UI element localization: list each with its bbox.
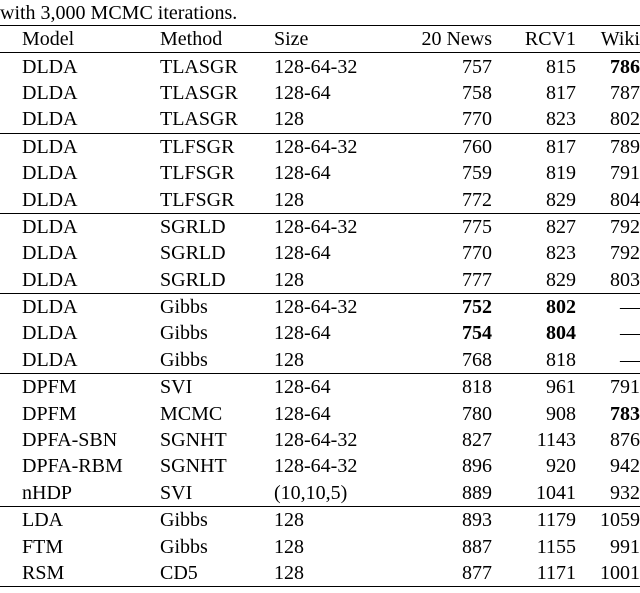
cell-20news: 893 xyxy=(462,509,492,532)
cell-size: 128-64 xyxy=(274,162,331,185)
cell-size: 128 xyxy=(274,509,304,532)
cell-method: Gibbs xyxy=(160,509,208,532)
cell-wiki: — xyxy=(620,322,640,345)
cell-size: 128-64-32 xyxy=(274,55,358,78)
cell-method: TLASGR xyxy=(160,108,238,131)
cell-wiki: 786 xyxy=(610,55,640,78)
table-row xyxy=(0,53,640,80)
table-row xyxy=(0,240,640,266)
cell-size: 128 xyxy=(274,348,304,371)
cell-size: 128-64-32 xyxy=(274,429,358,452)
table-row xyxy=(0,293,640,320)
cell-method: TLFSGR xyxy=(160,162,235,185)
cell-wiki: — xyxy=(620,296,640,319)
table-row xyxy=(0,480,640,507)
cell-20news: 760 xyxy=(462,135,492,158)
cell-20news: 752 xyxy=(462,296,492,319)
cell-rcv1: 829 xyxy=(546,188,576,211)
table-row xyxy=(0,213,640,240)
cell-method: SGNHT xyxy=(160,429,227,452)
header-model: Model xyxy=(22,28,75,51)
cell-method: Gibbs xyxy=(160,322,208,345)
cell-wiki: 803 xyxy=(610,268,640,291)
cell-model: nHDP xyxy=(22,481,73,504)
cell-wiki: 792 xyxy=(610,215,640,238)
cell-wiki: 791 xyxy=(610,162,640,185)
cell-size: 128 xyxy=(274,268,304,291)
cell-size: (10,10,5) xyxy=(274,481,348,504)
cell-model: DPFM xyxy=(22,402,77,425)
cell-model: RSM xyxy=(22,562,65,584)
table-body xyxy=(0,53,640,587)
cell-wiki: 942 xyxy=(610,455,640,478)
cell-size: 128-64 xyxy=(274,376,331,399)
cell-model: DLDA xyxy=(22,348,78,371)
cell-20news: 896 xyxy=(462,455,492,478)
cell-20news: 818 xyxy=(462,376,492,399)
cell-20news: 768 xyxy=(462,348,492,371)
cell-method: TLASGR xyxy=(160,81,238,104)
cell-model: DLDA xyxy=(22,296,78,319)
cell-size: 128-64 xyxy=(274,242,331,265)
cell-model: DLDA xyxy=(22,188,78,211)
cell-size: 128 xyxy=(274,535,304,558)
cell-size: 128-64-32 xyxy=(274,455,358,478)
cell-20news: 780 xyxy=(462,402,492,425)
cell-rcv1: 1179 xyxy=(536,509,576,532)
cell-20news: 770 xyxy=(462,108,492,131)
cell-20news: 770 xyxy=(462,242,492,265)
header-rcv1: RCV1 xyxy=(524,28,576,51)
cell-model: DLDA xyxy=(22,81,78,104)
cell-20news: 887 xyxy=(462,535,492,558)
table-row xyxy=(0,160,640,186)
cell-size: 128-64-32 xyxy=(274,215,358,238)
cell-wiki: 789 xyxy=(610,135,640,158)
cell-wiki: 783 xyxy=(610,402,640,425)
cell-wiki: 791 xyxy=(610,376,640,399)
cell-model: FTM xyxy=(22,535,64,558)
cell-method: TLASGR xyxy=(160,55,238,78)
cell-rcv1: 819 xyxy=(546,162,576,185)
cell-rcv1: 1041 xyxy=(536,481,576,504)
cell-rcv1: 1143 xyxy=(536,429,576,452)
cell-size: 128-64-32 xyxy=(274,296,358,319)
cell-model: DPFM xyxy=(22,376,77,399)
table-row xyxy=(0,80,640,106)
table-row xyxy=(0,533,640,559)
cell-20news: 757 xyxy=(462,55,492,78)
cell-rcv1: 961 xyxy=(546,376,576,399)
cell-wiki: — xyxy=(620,348,640,371)
cell-size: 128 xyxy=(274,188,304,211)
cell-20news: 758 xyxy=(462,81,492,104)
cell-rcv1: 817 xyxy=(546,135,576,158)
table-row xyxy=(0,320,640,346)
table-row xyxy=(0,133,640,160)
cell-20news: 889 xyxy=(462,481,492,504)
table-row xyxy=(0,186,640,213)
cell-model: DLDA xyxy=(22,108,78,131)
cell-size: 128 xyxy=(274,108,304,131)
header-size: Size xyxy=(274,28,309,51)
table-row xyxy=(0,507,640,534)
cell-20news: 777 xyxy=(462,268,492,291)
cell-method: Gibbs xyxy=(160,535,208,558)
cell-20news: 754 xyxy=(462,322,492,345)
cell-method: SGRLD xyxy=(160,242,226,265)
cell-size: 128-64 xyxy=(274,402,331,425)
table-row xyxy=(0,374,640,401)
cell-size: 128-64 xyxy=(274,322,331,345)
table-row xyxy=(0,400,640,426)
table-row xyxy=(0,347,640,374)
cell-wiki: 932 xyxy=(610,481,640,504)
cell-size: 128-64 xyxy=(274,81,331,104)
cell-method: Gibbs xyxy=(160,296,208,319)
cell-model: DPFA-SBN xyxy=(22,429,118,452)
cell-rcv1: 823 xyxy=(546,108,576,131)
cell-rcv1: 1171 xyxy=(536,562,576,584)
cell-method: SVI xyxy=(160,376,193,399)
cell-rcv1: 920 xyxy=(546,455,576,478)
cell-method: SGRLD xyxy=(160,268,226,291)
cell-rcv1: 827 xyxy=(546,215,576,238)
cell-wiki: 792 xyxy=(610,242,640,265)
cell-method: SGRLD xyxy=(160,215,226,238)
cell-20news: 877 xyxy=(462,562,492,584)
cell-wiki: 1059 xyxy=(600,509,640,532)
cell-rcv1: 818 xyxy=(546,348,576,371)
cell-method: TLFSGR xyxy=(160,135,235,158)
cell-size: 128 xyxy=(274,562,304,584)
cell-20news: 775 xyxy=(462,215,492,238)
cell-method: MCMC xyxy=(160,402,223,425)
cell-method: SVI xyxy=(160,481,193,504)
cell-model: DLDA xyxy=(22,55,78,78)
cell-model: DLDA xyxy=(22,322,78,345)
cell-rcv1: 802 xyxy=(546,296,576,319)
cell-rcv1: 829 xyxy=(546,268,576,291)
cell-rcv1: 1155 xyxy=(536,535,576,558)
table-row xyxy=(0,427,640,453)
cell-method: TLFSGR xyxy=(160,188,235,211)
cell-model: DLDA xyxy=(22,215,78,238)
table-row xyxy=(0,106,640,133)
cell-model: LDA xyxy=(22,509,64,532)
cell-rcv1: 815 xyxy=(546,55,576,78)
cell-rcv1: 817 xyxy=(546,81,576,104)
cell-wiki: 1001 xyxy=(600,562,640,584)
cell-model: DLDA xyxy=(22,162,78,185)
cell-wiki: 991 xyxy=(610,535,640,558)
cell-20news: 772 xyxy=(462,188,492,211)
table-row xyxy=(0,560,640,587)
cell-model: DLDA xyxy=(22,135,78,158)
cell-rcv1: 823 xyxy=(546,242,576,265)
cell-model: DLDA xyxy=(22,242,78,265)
cell-method: Gibbs xyxy=(160,348,208,371)
header-method: Method xyxy=(160,28,223,51)
table-caption: with 3,000 MCMC iterations. xyxy=(0,2,238,24)
cell-wiki: 876 xyxy=(610,429,640,452)
cell-wiki: 804 xyxy=(610,188,640,211)
cell-rcv1: 804 xyxy=(546,322,576,345)
header-20news: 20 News xyxy=(421,28,492,51)
cell-rcv1: 908 xyxy=(546,402,576,425)
cell-20news: 759 xyxy=(462,162,492,185)
table-row xyxy=(0,453,640,479)
cell-wiki: 802 xyxy=(610,108,640,131)
table-row xyxy=(0,267,640,294)
cell-size: 128-64-32 xyxy=(274,135,358,158)
table-header-row xyxy=(0,26,640,53)
cell-model: DLDA xyxy=(22,268,78,291)
cell-wiki: 787 xyxy=(610,81,640,104)
cell-model: DPFA-RBM xyxy=(22,455,123,478)
perplexity-table xyxy=(0,25,640,587)
cell-method: CD5 xyxy=(160,562,198,584)
cell-20news: 827 xyxy=(462,429,492,452)
header-wiki: Wiki xyxy=(600,28,640,51)
cell-method: SGNHT xyxy=(160,455,227,478)
